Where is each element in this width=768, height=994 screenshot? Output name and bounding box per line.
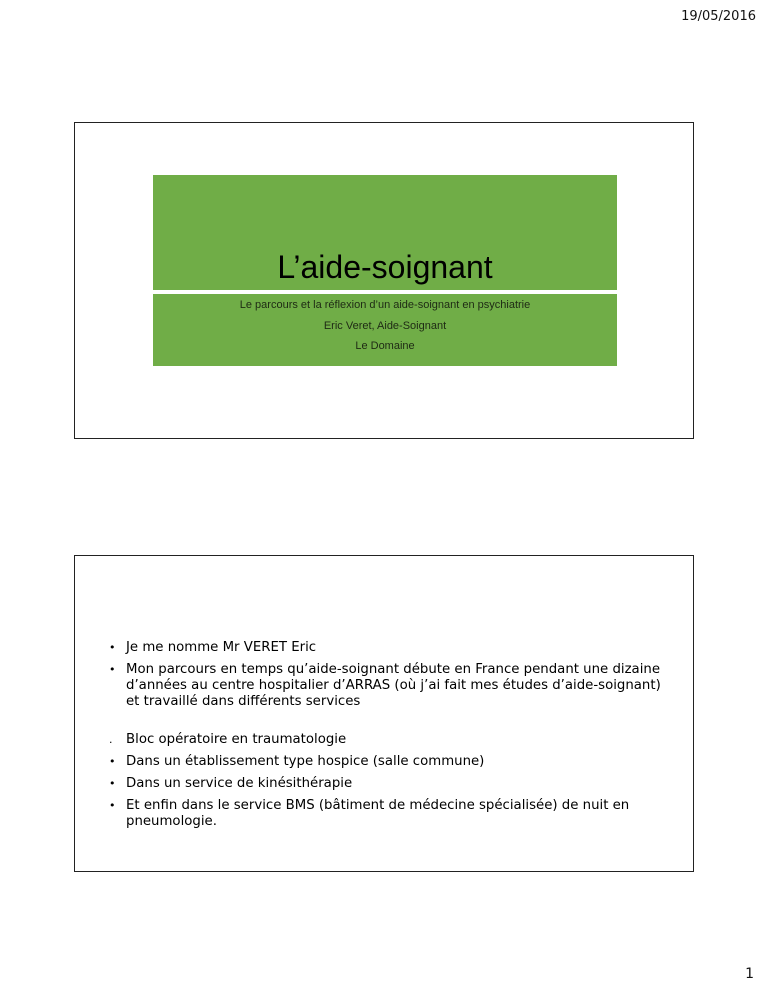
list-item-text: Dans un service de kinésithérapie xyxy=(126,776,353,791)
slide-title-text: L’aide-soignant xyxy=(277,249,493,285)
title-divider xyxy=(153,290,617,294)
list-item xyxy=(109,754,669,770)
list-item xyxy=(109,776,669,792)
list-item-text: Je me nomme Mr VERET Eric xyxy=(126,640,317,655)
author-line: Eric Veret, Aide-Soignant xyxy=(323,320,447,332)
slide-content xyxy=(74,555,694,872)
page-number: 1 xyxy=(745,966,754,982)
bullet-marker: • xyxy=(109,777,116,790)
list-item xyxy=(109,640,669,656)
organization-line: Le Domaine xyxy=(355,340,415,352)
list-item-text: Dans un établissement type hospice (salle commune) xyxy=(126,754,485,769)
bullet-marker: • xyxy=(109,663,116,676)
list-item xyxy=(109,662,669,710)
title-panel xyxy=(153,175,617,366)
page-date: 19/05/2016 xyxy=(681,9,756,24)
bullet-marker: . xyxy=(109,733,113,746)
list-item xyxy=(109,798,669,830)
list-item xyxy=(109,732,669,748)
list-item-text: Mon parcours en temps qu’aide-soignant débute en France pendant une dizaine d’années au centre hospitalier d’ARRAS (où j’ai fait mes études d’aide-soignant) et travaillé dans différents services xyxy=(126,662,661,709)
subtitle-line: Le parcours et la réflexion d’un aide-soignant en psychiatrie xyxy=(239,299,531,311)
list-item-text: Et enfin dans le service BMS (bâtiment de médecine spécialisée) de nuit en pneumologie. xyxy=(126,798,630,829)
bullet-marker: • xyxy=(109,641,116,654)
bullet-marker: • xyxy=(109,799,116,812)
slide-title xyxy=(74,122,694,439)
bullet-list xyxy=(109,640,669,830)
list-item-text: Bloc opératoire en traumatologie xyxy=(126,732,347,747)
bullet-marker: • xyxy=(109,755,116,768)
